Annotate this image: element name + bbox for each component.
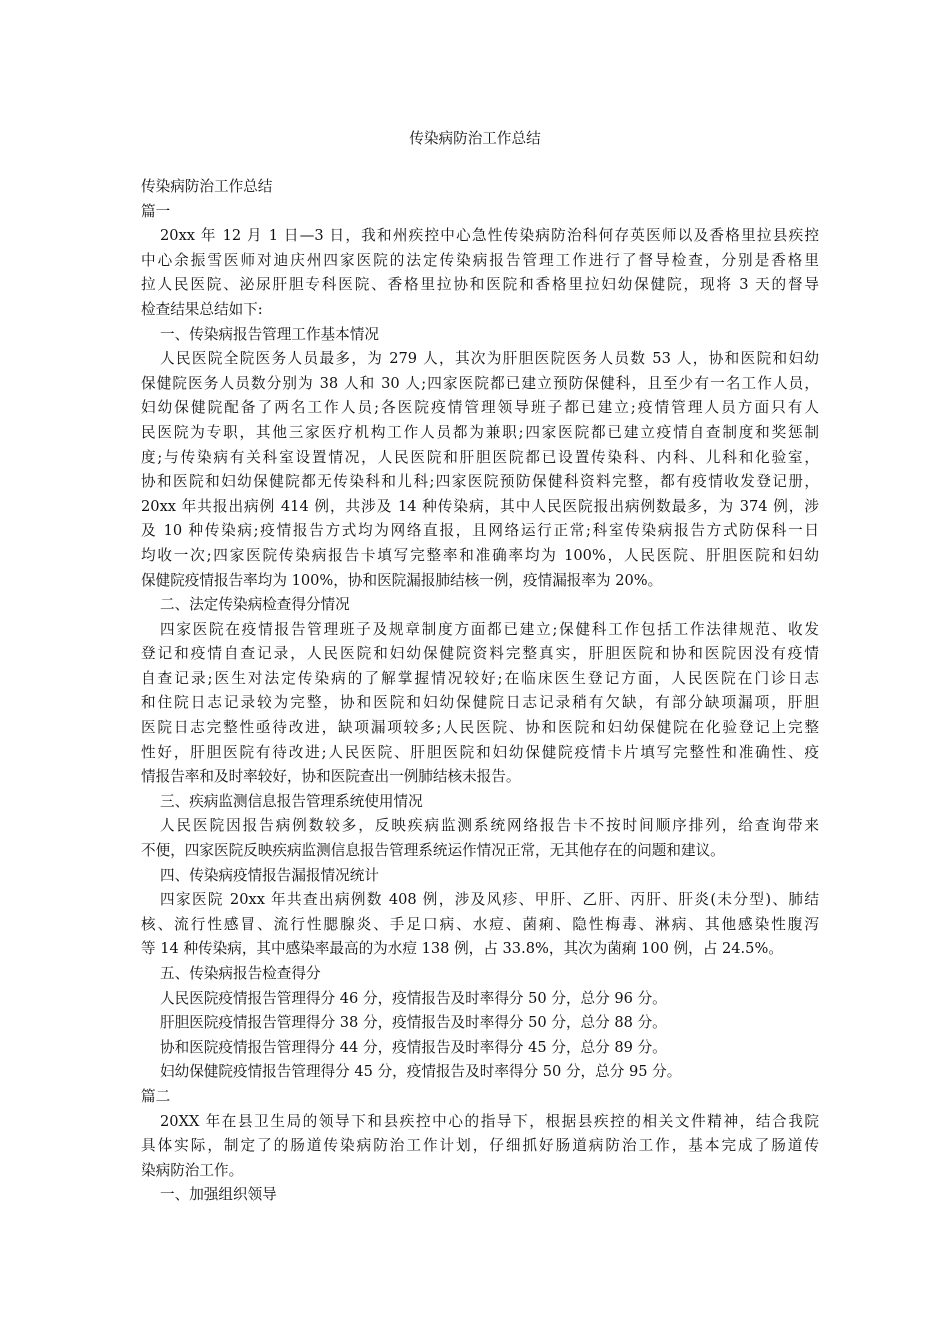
section-heading: 四、传染病疫情报告漏报情况统计: [160, 866, 379, 884]
section-heading: 三、疾病监测信息报告管理系统使用情况: [160, 792, 423, 810]
paragraph-line: 登记和疫情自查记录，人民医院和妇幼保健院资料完整真实，肝胆医院和协和医院因没有疫情: [141, 645, 819, 663]
paragraph-line: 度;与传染病有关科室设置情况，人民医院和肝胆医院都已设置传染科、内科、儿科和化验室，: [141, 448, 819, 466]
paragraph-line: 20XX 年在县卫生局的领导下和县疾控中心的指导下，根据县疾控的相关文件精神，结合我院: [160, 1112, 819, 1130]
paragraph-line: 人民医院全院医务人员最多，为 279 人，其次为肝胆医院医务人员数 53 人，协和医院和妇幼: [160, 350, 819, 368]
paragraph-line: 染病防治工作。: [141, 1161, 244, 1179]
paragraph-line: 情报告率和及时率较好，协和医院查出一例肺结核未报告。: [141, 768, 521, 786]
score-line: 协和医院疫情报告管理得分 44 分，疫情报告及时率得分 45 分，总分 89 分。: [160, 1038, 667, 1056]
section-heading: 五、传染病报告检查得分: [160, 965, 321, 982]
paragraph-line: 医院日志完整性亟待改进，缺项漏项较多;人民医院、协和医院和妇幼保健院在化验登记上完整: [141, 719, 819, 737]
document-body: [141, 175, 819, 1208]
paragraph-line: 性好，肝胆医院有待改进;人民医院、肝胆医院和妇幼保健院疫情卡片填写完整性和准确性、疫: [141, 743, 819, 761]
paragraph-line: 人民医院因报告病例数较多，反映疾病监测系统网络报告卡不按时间顺序排列，给查询带来: [160, 817, 819, 835]
score-line: 妇幼保健院疫情报告管理得分 45 分，疫情报告及时率得分 50 分，总分 95 分。: [160, 1063, 682, 1081]
paragraph-line: 拉人民医院、泌尿肝胆专科医院、香格里拉协和医院和香格里拉妇幼保健院，现将 3 天的督导: [141, 276, 819, 294]
paragraph-line: 保健院医务人员数分别为 38 人和 30 人;四家医院都已建立预防保健科，且至少有一名工作人员，: [141, 374, 819, 392]
paragraph-line: 检查结果总结如下:: [141, 300, 263, 318]
paragraph-line: 不便，四家医院反映疾病监测信息报告管理系统运作情况正常，无其他存在的问题和建议。: [141, 842, 725, 860]
paragraph-line: 等 14 种传染病，其中感染率最高的为水痘 138 例，占 33.8%，其次为菌痢 100 例，占 24.5%。: [141, 940, 783, 958]
paragraph-line: 20xx 年 12 月 1 日—3 日，我和州疾控中心急性传染病防治科何存英医师以及香格里拉县疾控: [160, 227, 819, 245]
paragraph-line: 民医院为专职，其他三家医疗机构工作人员都为兼职;四家医院都已建立疫情自查制度和奖惩制: [141, 423, 819, 441]
paragraph-line: 核、流行性感冒、流行性腮腺炎、手足口病、水痘、菌痢、隐性梅毒、淋病、其他感染性腹泻: [141, 915, 819, 933]
paragraph-line: 四家医院在疫情报告管理班子及规章制度方面都已建立;保健科工作包括工作法律规范、收发: [160, 620, 819, 638]
document-title: 传染病防治工作总结: [409, 130, 541, 147]
paragraph-line: 保健院疫情报告率均为 100%，协和医院漏报肺结核一例，疫情漏报率为 20%。: [141, 571, 663, 589]
document-heading: 传染病防治工作总结: [141, 178, 273, 195]
paragraph-line: 协和医院和妇幼保健院都无传染科和儿科;四家医院预防保健科资料完整，都有疫情收发登记册，: [141, 473, 819, 491]
paragraph-line: 中心余振雪医师对迪庆州四家医院的法定传染病报告管理工作进行了督导检查，分别是香格里: [141, 251, 819, 269]
part-two-label: 篇二: [141, 1087, 171, 1105]
paragraph-line: 20xx 年共报出病例 414 例，共涉及 14 种传染病，其中人民医院报出病例数最多，为 374 例，涉: [141, 497, 819, 515]
paragraph-line: 和住院日志记录较为完整，协和医院和妇幼保健院日志记录稍有欠缺，有部分缺项漏项，肝胆: [141, 694, 819, 712]
section-heading: 二、法定传染病检查得分情况: [160, 596, 350, 614]
section-heading: 一、加强组织领导: [160, 1186, 277, 1204]
score-line: 肝胆医院疫情报告管理得分 38 分，疫情报告及时率得分 50 分，总分 88 分。: [160, 1014, 667, 1032]
paragraph-line: 自查记录;医生对法定传染病的了解掌握情况较好;在临床医生登记方面，人民医院在门诊日志: [141, 669, 819, 687]
paragraph-line: 具体实际，制定了的肠道传染病防治工作计划，仔细抓好肠道病防治工作，基本完成了肠道传: [141, 1137, 819, 1155]
section-heading: 一、传染病报告管理工作基本情况: [160, 325, 379, 343]
paragraph-line: 及 10 种传染病;疫情报告方式均为网络直报，且网络运行正常;科室传染病报告方式防保科一日: [141, 522, 819, 540]
part-one-label: 篇一: [141, 202, 171, 220]
paragraph-line: 均收一次;四家医院传染病报告卡填写完整率和准确率均为 100%，人民医院、肝胆医院和妇幼: [141, 546, 819, 564]
paragraph-line: 妇幼保健院配备了两名工作人员;各医院疫情管理领导班子都已建立;疫情管理人员方面只有人: [141, 399, 819, 417]
score-line: 人民医院疫情报告管理得分 46 分，疫情报告及时率得分 50 分，总分 96 分。: [160, 989, 667, 1007]
paragraph-line: 四家医院 20xx 年共查出病例数 408 例，涉及风疹、甲肝、乙肝、丙肝、肝炎(未分型)、肺结: [160, 891, 819, 909]
